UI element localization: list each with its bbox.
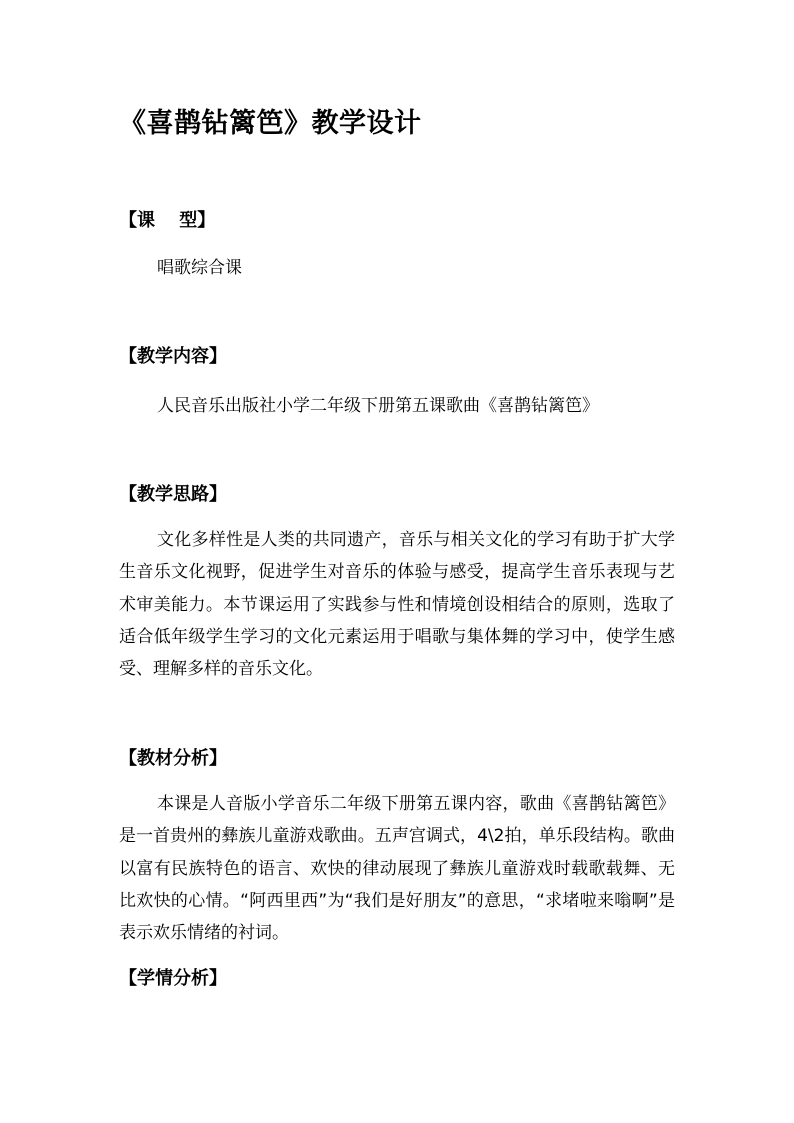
section-text-lesson-type: 唱歌综合课 [157, 258, 242, 278]
section-heading-lesson-type: 【课 型】 [119, 210, 216, 231]
section-text-material-analysis: 本课是人音版小学音乐二年级下册第五课内容，歌曲《喜鹊钻篱笆》是一首贵州的彝族儿童游戏歌曲。五声宫调式，4\2拍，单乐段结构。歌曲以富有民族特色的语言、欢快的律动展现了彝族儿童游戏时载歌载舞、无比欢快的心情。“阿西里西”为“我们是好朋友”的意思，“求堵啦来嗡啊”是表示欢乐情绪的衬词。 [119, 794, 675, 944]
section-text-teaching-content: 人民音乐出版社小学二年级下册第五课歌曲《喜鹊钻篱笆》 [157, 396, 599, 416]
document-title: 《喜鹊钻篱笆》教学设计 [119, 108, 422, 139]
section-heading-material-analysis: 【教材分析】 [119, 748, 227, 769]
section-text-teaching-approach: 文化多样性是人类的共同遗产，音乐与相关文化的学习有助于扩大学生音乐文化视野，促进学生对音乐的体验与感受，提高学生音乐表现与艺术审美能力。本节课运用了实践参与性和情境创设相结合的原则，选取了适合低年级学生学习的文化元素运用于唱歌与集体舞的学习中，使学生感受、理解多样的音乐文化。 [119, 530, 675, 680]
section-heading-teaching-content: 【教学内容】 [119, 346, 227, 367]
section-heading-teaching-approach: 【教学思路】 [119, 484, 227, 505]
section-heading-student-analysis: 【学情分析】 [119, 968, 227, 989]
